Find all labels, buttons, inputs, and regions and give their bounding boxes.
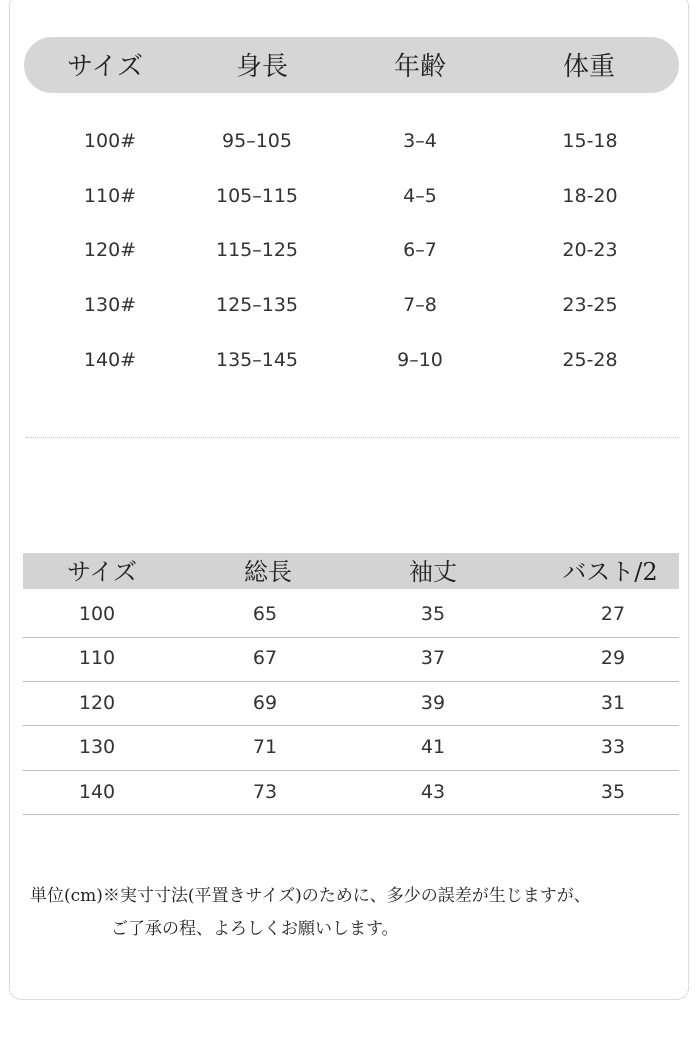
table-cell: 130# (83, 294, 137, 316)
table-cell: 73 (252, 781, 278, 803)
table-cell: 65 (252, 603, 278, 625)
table-cell: 71 (252, 736, 278, 758)
table-cell: 7–8 (403, 294, 437, 316)
table-cell: 4–5 (403, 185, 437, 207)
table-cell: 35 (600, 781, 626, 803)
table-cell: 33 (600, 736, 626, 758)
note-line-2: ご了承の程、よろしくお願いします。 (111, 919, 399, 939)
header-sleeve-length: 袖丈 (409, 558, 457, 586)
table-cell: 18-20 (562, 185, 618, 207)
table-cell: 31 (600, 692, 626, 714)
table-cell: 29 (600, 647, 626, 669)
table-cell: 69 (252, 692, 278, 714)
table-cell: 140 (78, 781, 116, 803)
table-cell: 110# (83, 185, 137, 207)
header-total-length: 総長 (244, 558, 292, 586)
header-age: 年齢 (393, 52, 446, 82)
table-cell: 20-23 (562, 239, 618, 261)
table-cell: 41 (420, 736, 446, 758)
table-cell: 6–7 (403, 239, 437, 261)
table-cell: 3–4 (403, 130, 437, 152)
header-size: サイズ (67, 52, 143, 82)
table-cell: 35 (420, 603, 446, 625)
table-cell: 130 (78, 736, 116, 758)
table-cell: 37 (420, 647, 446, 669)
table-cell: 9–10 (397, 349, 443, 371)
table-cell: 43 (420, 781, 446, 803)
dotted-divider (26, 437, 680, 438)
table-cell: 27 (600, 603, 626, 625)
row-divider (23, 814, 679, 815)
row-divider (23, 681, 679, 682)
table-cell: 135–145 (215, 349, 299, 371)
table-cell: 15-18 (562, 130, 618, 152)
table-cell: 125–135 (215, 294, 299, 316)
table-cell: 23-25 (562, 294, 618, 316)
row-divider (23, 637, 679, 638)
table-cell: 115–125 (215, 239, 299, 261)
row-divider (23, 725, 679, 726)
table-cell: 110 (78, 647, 116, 669)
header-height: 身長 (235, 52, 288, 82)
table-cell: 120# (83, 239, 137, 261)
table-cell: 140# (83, 349, 137, 371)
table-cell: 100# (83, 130, 137, 152)
header-bust-half: バスト/2 (562, 558, 658, 586)
header-size: サイズ (66, 558, 138, 586)
header-weight: 体重 (562, 52, 615, 82)
row-divider (23, 770, 679, 771)
table-cell: 100 (78, 603, 116, 625)
table-cell: 120 (78, 692, 116, 714)
table-cell: 105–115 (215, 185, 299, 207)
table-cell: 95–105 (222, 130, 292, 152)
table-cell: 25-28 (562, 349, 618, 371)
table-cell: 39 (420, 692, 446, 714)
table-cell: 67 (252, 647, 278, 669)
note-line-1: 単位(cm)※実寸寸法(平置きサイズ)のために、多少の誤差が生じますが、 (30, 886, 591, 906)
